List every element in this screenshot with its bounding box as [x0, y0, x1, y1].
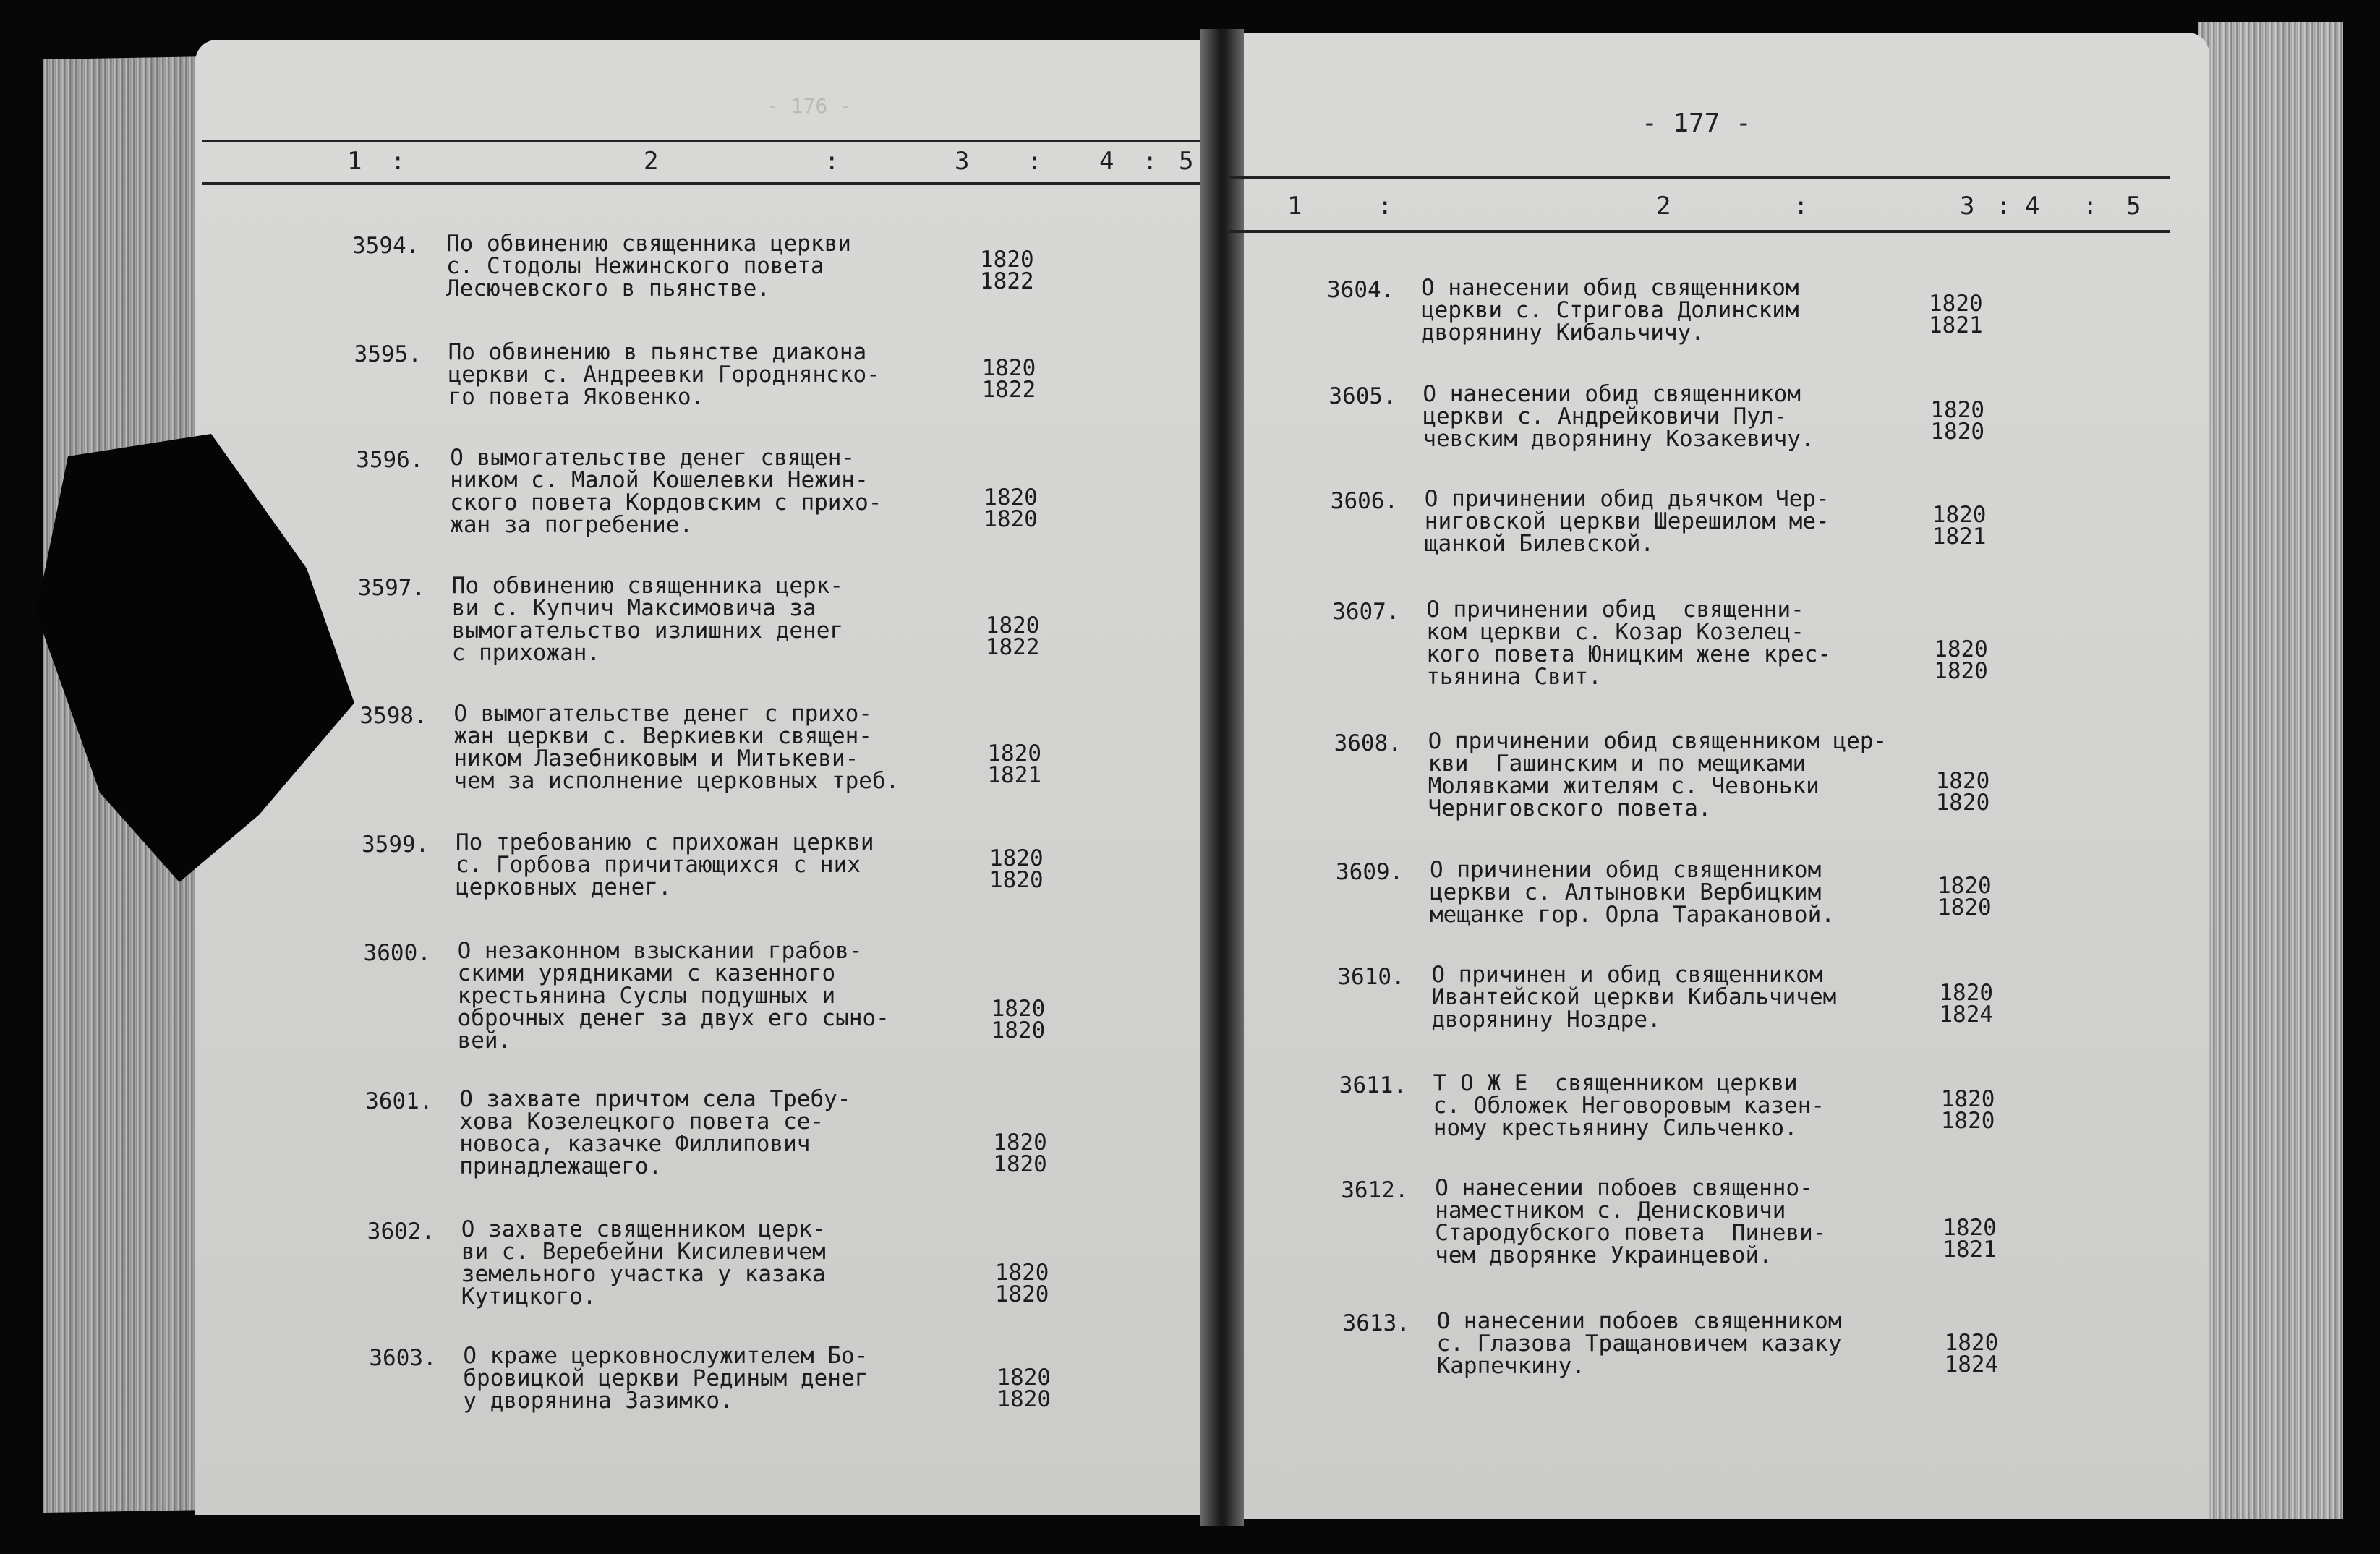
- start-year: 1820: [1944, 1330, 1999, 1356]
- end-year: 1821: [987, 762, 1042, 788]
- entry-description-line: го повета Яковенко.: [448, 384, 705, 410]
- entry-description-line: О нанесении обид священником: [1423, 381, 1801, 407]
- entry-description: [459, 1088, 850, 1178]
- start-year: 1820: [991, 996, 1046, 1022]
- entry-description-line: с. Глазова Тращановичем казаку: [1436, 1331, 1842, 1357]
- entry-description-line: принадлежащего.: [459, 1153, 662, 1179]
- left-header-rule-top: [202, 140, 1200, 142]
- entry-number: 3597.: [357, 575, 426, 601]
- end-year: 1822: [981, 377, 1036, 403]
- end-year: 1822: [985, 634, 1040, 660]
- entry-description-line: кого повета Юницким жене крес-: [1426, 641, 1832, 667]
- entry-description-line: ником с. Малой Кошелевки Нежин-: [450, 467, 869, 493]
- entry-date-range: [1937, 873, 1992, 921]
- column-number-3: 3: [955, 147, 970, 176]
- entry-date-range: [991, 998, 1046, 1041]
- entry-description-line: церкви с. Андреевки Городнянско-: [448, 362, 880, 388]
- column-separator: :: [1143, 147, 1158, 176]
- entry-description-line: Молявками жителям с. Чевоньки: [1428, 773, 1820, 799]
- entry-date-range: [984, 484, 1038, 532]
- entry-number: 3613.: [1342, 1310, 1410, 1336]
- start-year: 1820: [989, 845, 1044, 871]
- entry-description-line: скими урядниками с казенного: [457, 960, 836, 986]
- end-year: 1820: [1930, 419, 1985, 445]
- end-year: 1821: [1929, 312, 1983, 338]
- column-number-3: 3: [1960, 192, 1975, 221]
- column-number-5: 5: [1179, 147, 1194, 176]
- entry-description: [1426, 599, 1831, 688]
- entry-description-line: ниговской церкви Шерешилом ме-: [1424, 508, 1830, 534]
- entry-description-line: О нанесении обид священником: [1421, 275, 1799, 301]
- entry-description: [1425, 488, 1830, 555]
- entry-description-line: ному крестьянину Сильченко.: [1433, 1115, 1798, 1141]
- column-number-4: 4: [1099, 147, 1114, 176]
- entry-description-line: Лесючевского в пьянстве.: [446, 276, 770, 302]
- entry-description: [463, 1345, 868, 1412]
- entry-description: [1435, 1177, 1826, 1267]
- entry-number: 3607.: [1332, 599, 1400, 625]
- entry-number: 3599.: [362, 832, 430, 858]
- entry-description-line: О причинении обид священником: [1430, 857, 1822, 883]
- entry-date-range: [1932, 502, 1987, 550]
- entry-description-line: крестьянина Суслы подушных и: [457, 983, 836, 1009]
- column-number-4: 4: [2025, 192, 2040, 221]
- entry-description-line: новоса, казачке Филлипович: [459, 1131, 811, 1157]
- entry-description: [1423, 383, 1814, 451]
- entry-description-line: О незаконном взыскании грабов-: [457, 938, 863, 964]
- entry-description: [446, 233, 851, 300]
- end-year: 1820: [1935, 790, 1990, 816]
- column-number-1: 1: [347, 147, 362, 176]
- entry-description: [453, 703, 899, 793]
- entry-description-line: дворянину Ноздре.: [1431, 1007, 1661, 1033]
- column-separator: :: [1378, 192, 1393, 221]
- entry-description-line: Кутицкого.: [461, 1284, 597, 1310]
- entry-description-line: ником Лазебниковым и Митькеви-: [453, 746, 859, 772]
- entry-number: 3598.: [359, 703, 427, 729]
- entry-description-line: О вымогательстве денег с прихо-: [453, 701, 872, 727]
- column-number-5: 5: [2126, 192, 2141, 221]
- entry-description: [450, 447, 882, 537]
- entry-description-line: По обвинению в пьянстве диакона: [448, 339, 867, 365]
- entry-description-line: О краже церковнослужителем Бо-: [463, 1343, 869, 1369]
- entry-description-line: кви Гашинским и по мещиками: [1428, 751, 1807, 777]
- end-year: 1820: [997, 1386, 1052, 1412]
- entry-date-range: [1944, 1330, 1999, 1378]
- entry-date-range: [1930, 399, 1984, 443]
- end-year: 1820: [1937, 895, 1992, 921]
- entry-number: 3605.: [1328, 383, 1396, 409]
- entry-date-range: [1934, 636, 1988, 684]
- end-year: 1820: [1934, 658, 1988, 684]
- entry-description-line: О причинении обид дьячком Чер-: [1424, 486, 1830, 512]
- end-year: 1821: [1942, 1237, 1997, 1263]
- entry-description-line: ского повета Кордовским с прихо-: [450, 490, 882, 516]
- entry-description-line: бровицкой церкви Рединым денег: [463, 1365, 869, 1391]
- entry-description: [1431, 964, 1836, 1031]
- entry-description: [448, 341, 880, 409]
- start-year: 1820: [993, 1130, 1047, 1156]
- entry-description-line: Карпечкину.: [1436, 1353, 1585, 1379]
- end-year: 1821: [1932, 524, 1987, 550]
- entry-number: 3595.: [354, 341, 422, 367]
- start-year: 1820: [1942, 1215, 1997, 1241]
- entry-description-line: По обвинению священника церк-: [451, 573, 844, 599]
- entry-description-line: О нанесении побоев священно-: [1435, 1175, 1813, 1201]
- entry-description: [1433, 1072, 1825, 1140]
- end-year: 1820: [984, 506, 1038, 532]
- start-year: 1820: [1934, 636, 1988, 662]
- start-year: 1820: [1935, 768, 1990, 794]
- end-year: 1820: [991, 1017, 1046, 1043]
- entry-date-range: [1942, 1215, 1997, 1263]
- entry-description-line: О захвате причтом села Требу-: [459, 1086, 851, 1112]
- entry-description-line: О нанесении побоев священником: [1436, 1308, 1842, 1334]
- start-year: 1820: [984, 484, 1038, 511]
- entry-description-line: мещанке гор. Орла Таракановой.: [1430, 902, 1835, 928]
- entry-number: 3608.: [1334, 730, 1402, 756]
- entry-description-line: церкви с. Андрейковичи Пул-: [1423, 404, 1788, 430]
- entry-description-line: вымогательство излишних денег: [451, 618, 844, 644]
- end-year: 1822: [980, 268, 1034, 294]
- entry-description: [1437, 1310, 1842, 1378]
- entry-number: 3604.: [1327, 277, 1395, 303]
- start-year: 1820: [981, 355, 1036, 381]
- start-year: 1820: [997, 1365, 1052, 1391]
- entry-number: 3610.: [1337, 964, 1405, 990]
- column-separator: :: [1996, 192, 2011, 221]
- column-separator: :: [1027, 147, 1042, 176]
- entry-description-line: О причинении обид священником цер-: [1428, 728, 1888, 754]
- book-page-edges-right: [2198, 22, 2343, 1519]
- entry-number: 3609.: [1336, 859, 1404, 885]
- entry-description-line: церковных денег.: [456, 874, 672, 900]
- right-header-rule-bottom: [1229, 230, 2170, 233]
- entry-date-range: [1939, 980, 1994, 1028]
- column-number-2: 2: [644, 147, 659, 176]
- entry-date-range: [993, 1132, 1047, 1175]
- start-year: 1820: [1929, 291, 1983, 317]
- book-gutter: [1200, 29, 1244, 1526]
- end-year: 1820: [989, 867, 1044, 893]
- entry-description-line: Черниговского повета.: [1428, 795, 1712, 821]
- column-separator: :: [824, 147, 840, 176]
- entry-description-line: ви с. Веребейни Кисилевичем: [461, 1239, 826, 1265]
- start-year: 1820: [1940, 1086, 1995, 1112]
- entry-number: 3600.: [363, 940, 431, 966]
- entry-description-line: Т О Ж Е священником церкви: [1433, 1070, 1798, 1096]
- entry-description-line: ком церкви с. Козар Козелец-: [1426, 619, 1804, 645]
- entry-number: 3596.: [356, 447, 424, 473]
- entry-date-range: [985, 612, 1040, 660]
- end-year: 1824: [1939, 1002, 1994, 1028]
- start-year: 1820: [1939, 980, 1994, 1006]
- left-header-rule-bottom: [202, 182, 1200, 185]
- entry-date-range: [995, 1262, 1049, 1305]
- entry-description: [452, 575, 843, 665]
- entry-description: [458, 940, 890, 1052]
- column-number-2: 2: [1656, 192, 1671, 221]
- start-year: 1820: [994, 1260, 1049, 1286]
- start-year: 1820: [1932, 502, 1987, 528]
- entry-description-line: с. Горбова причитающихся с них: [456, 852, 861, 878]
- entry-description-line: О причинении обид священни-: [1426, 597, 1804, 623]
- entry-date-range: [997, 1367, 1051, 1410]
- entry-description-line: жан за погребение.: [450, 512, 694, 538]
- entry-description-line: с прихожан.: [451, 640, 601, 666]
- entry-description-line: О захвате священником церк-: [461, 1216, 826, 1242]
- entry-description-line: щанкой Билевской.: [1424, 531, 1655, 557]
- entry-description-line: О причинен и обид священником: [1431, 962, 1823, 988]
- entry-description: [456, 829, 874, 900]
- column-separator: :: [2083, 192, 2098, 221]
- entry-date-range: [1941, 1088, 1995, 1132]
- entry-description: [461, 1218, 826, 1308]
- entry-description-line: Стародубского повета Пиневи-: [1435, 1220, 1827, 1246]
- bleed-through-header: - 176 -: [767, 94, 853, 118]
- entry-number: 3611.: [1339, 1072, 1407, 1098]
- entry-description-line: чем за исполнение церковных треб.: [453, 768, 900, 794]
- end-year: 1820: [993, 1151, 1047, 1177]
- entry-description-line: хова Козелецкого повета се-: [459, 1109, 824, 1135]
- start-year: 1820: [1937, 873, 1992, 899]
- entry-description: [1428, 730, 1888, 820]
- end-year: 1824: [1944, 1352, 1999, 1378]
- entry-number: 3602.: [367, 1218, 435, 1245]
- entry-description-line: О вымогательстве денег священ-: [450, 445, 856, 471]
- entry-description-line: чевским дворянину Козакевичу.: [1423, 426, 1814, 452]
- start-year: 1820: [987, 740, 1042, 767]
- entry-date-range: [1929, 293, 1983, 336]
- entry-description-line: вей.: [457, 1028, 512, 1054]
- entry-date-range: [982, 357, 1036, 401]
- entry-description-line: земельного участка у казака: [461, 1261, 826, 1287]
- page-number: - 177 -: [1642, 108, 1752, 138]
- end-year: 1820: [994, 1281, 1049, 1307]
- entry-description: [1430, 859, 1835, 926]
- entry-date-range: [989, 845, 1044, 893]
- start-year: 1820: [1930, 397, 1985, 423]
- entry-description-line: дворянину Кибальчичу.: [1421, 320, 1705, 346]
- entry-number: 3601.: [365, 1088, 433, 1114]
- entry-date-range: [1936, 770, 1990, 814]
- entry-number: 3594.: [352, 233, 420, 259]
- entry-description-line: тьянина Свит.: [1426, 664, 1602, 690]
- entry-description-line: с. Стодолы Нежинского повета: [446, 253, 824, 279]
- end-year: 1820: [1940, 1108, 1995, 1134]
- column-number-1: 1: [1287, 192, 1302, 221]
- entry-description-line: ви с. Купчич Максимовича за: [451, 595, 816, 621]
- column-separator: :: [1793, 192, 1809, 221]
- start-year: 1820: [980, 247, 1034, 273]
- entry-date-range: [987, 740, 1042, 788]
- entry-description-line: Ивантейской церкви Кибальчичем: [1431, 984, 1837, 1010]
- entry-description-line: оброчных денег за двух его сыно-: [457, 1005, 890, 1031]
- entry-description-line: наместником с. Денисковичи: [1435, 1197, 1786, 1224]
- entry-description-line: чем дворянке Украинцевой.: [1435, 1242, 1773, 1268]
- entry-description: [1421, 277, 1799, 344]
- entry-description-line: По требованию с прихожан церкви: [456, 829, 874, 855]
- entry-description-line: По обвинению священника церкви: [446, 231, 851, 257]
- entry-description-line: церкви с. Алтыновки Вербицким: [1430, 879, 1822, 905]
- entry-description-line: жан церкви с. Веркиевки священ-: [453, 723, 872, 749]
- entry-description-line: с. Обложек Неговоровым казен-: [1433, 1093, 1825, 1119]
- entry-date-range: [980, 249, 1034, 292]
- entry-description-line: церкви с. Стригова Долинским: [1421, 297, 1799, 323]
- start-year: 1820: [985, 612, 1040, 639]
- entry-number: 3603.: [369, 1345, 437, 1371]
- entry-description-line: у дворянина Зазимко.: [463, 1388, 733, 1414]
- entry-number: 3606.: [1330, 488, 1399, 514]
- right-header-rule-top: [1229, 176, 2170, 179]
- entry-number: 3612.: [1341, 1177, 1409, 1203]
- column-separator: :: [391, 147, 406, 176]
